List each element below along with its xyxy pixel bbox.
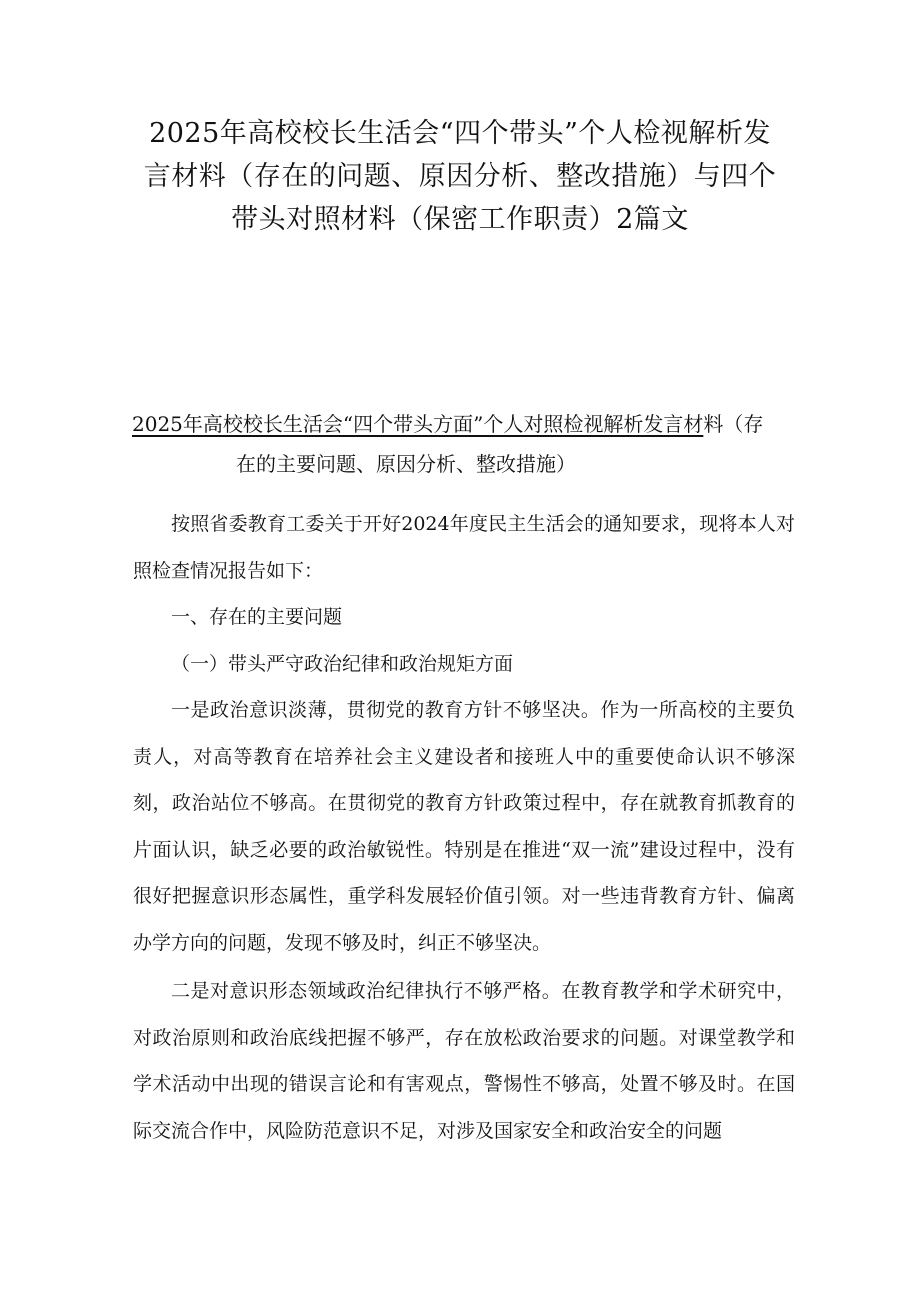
- title-line-3: 带头对照材料（保密工作职责）2篇文: [231, 204, 689, 235]
- paragraph-point-two: 二是对意识形态领域政治纪律执行不够严格。在教育教学和学术研究中，对政治原则和政治底线把握不够严，存在放松政治要求的问题。对课堂教学和学术活动中出现的错误言论和有害观点，警惕性不够高，处置不够及时。在国际交流合作中，风险防范意识不足，对涉及国家安全和政治安全的问题: [133, 980, 795, 1142]
- document-body: [133, 501, 795, 1154]
- document-title: [120, 112, 800, 241]
- section-heading-line-2: 在的主要问题、原因分析、整改措施）: [236, 452, 576, 476]
- section-heading-underlined: 2025年高校校长生活会“四个带头方面”个人对照检视解析发言材: [132, 412, 704, 436]
- heading-existing-problems: 一、存在的主要问题: [171, 606, 343, 628]
- subheading-political-discipline: （一）带头严守政治纪律和政治规矩方面: [171, 652, 514, 675]
- section-heading-rest: 料（存: [703, 412, 764, 436]
- section-heading-line-1: [132, 404, 822, 444]
- section-heading: [132, 404, 822, 484]
- paragraph-point-one: 一是政治意识淡薄，贯彻党的教育方针不够坚决。作为一所高校的主要负责人，对高等教育在培养社会主义建设者和接班人中的重要使命认识不够深刻，政治站位不够高。在贯彻党的教育方针政策过程中，存在就教育抓教育的片面认识，缺乏必要的政治敏锐性。特别是在推进“双一流”建设过程中，没有很好把握意识形态属性，重学科发展轻价值引领。对一些违背教育方针、偏离办学方向的问题，发现不够及时，纠正不够坚决。: [133, 699, 795, 954]
- intro-paragraph: 按照省委教育工委关于开好2024年度民主生活会的通知要求，现将本人对照检查情况报告如下：: [133, 513, 795, 582]
- title-line-1: 2025年高校校长生活会“四个带头”个人检视解析发: [149, 118, 771, 149]
- title-line-2: 言材料（存在的问题、原因分析、整改措施）与四个: [143, 161, 777, 192]
